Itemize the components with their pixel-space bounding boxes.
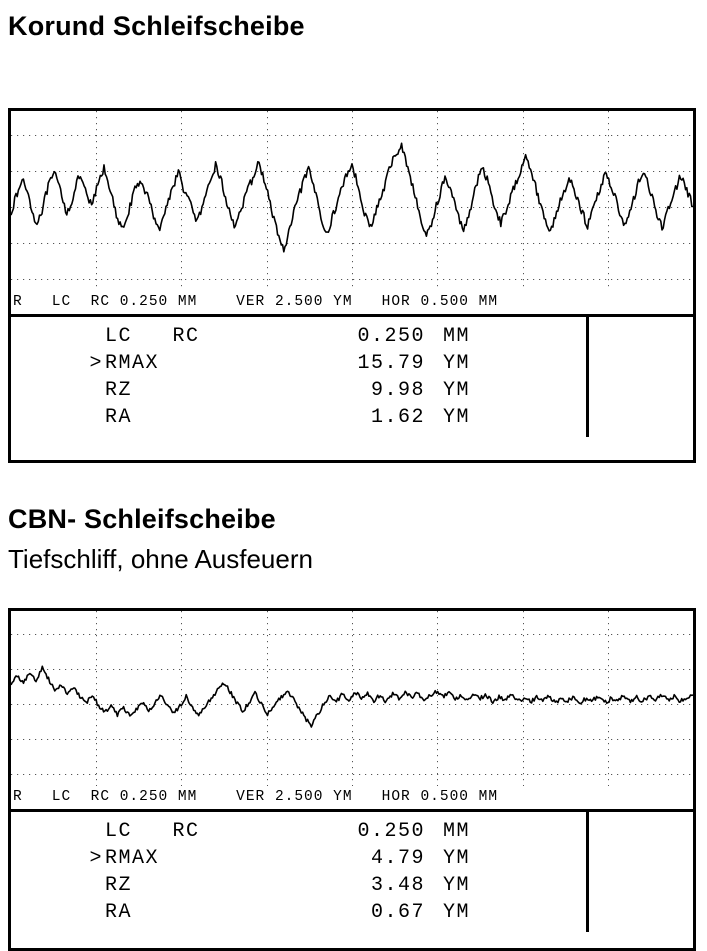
row-marker: > <box>89 847 103 870</box>
row-unit: YM <box>443 352 471 375</box>
parameter-table-left-cbn <box>11 812 589 932</box>
row-label: LC RC <box>105 820 200 843</box>
table-row <box>11 350 586 377</box>
parameter-table-cbn <box>11 812 693 932</box>
row-unit: YM <box>443 847 471 870</box>
table-row <box>11 404 586 431</box>
row-value: 0.250 <box>357 325 425 348</box>
row-marker <box>11 872 105 899</box>
row-unit: YM <box>443 379 471 402</box>
row-label: RZ <box>105 874 133 897</box>
row-unit: MM <box>443 325 471 348</box>
row-unit: YM <box>443 901 471 924</box>
page-subtitle-cbn: Tiefschliff, ohne Ausfeuern <box>8 544 313 574</box>
table-row <box>11 845 586 872</box>
table-row <box>11 323 586 350</box>
measurement-block-cbn <box>8 608 696 951</box>
row-marker <box>11 404 105 431</box>
settings-line-korund: R LC RC 0.250 MM VER 2.500 YM HOR 0.500 MM <box>11 291 693 317</box>
table-row <box>11 377 586 404</box>
row-unit: YM <box>443 406 471 429</box>
parameter-table-right-cbn <box>589 812 693 932</box>
trace-svg-korund <box>11 111 693 291</box>
row-marker: > <box>89 352 103 375</box>
settings-line-cbn: R LC RC 0.250 MM VER 2.500 YM HOR 0.500 MM <box>11 786 693 812</box>
row-marker <box>11 818 105 845</box>
parameter-table-korund <box>11 317 693 437</box>
row-value: 9.98 <box>370 379 425 402</box>
row-unit: YM <box>443 874 471 897</box>
row-value: 3.48 <box>370 874 425 897</box>
row-value: 0.250 <box>357 820 425 843</box>
grid-dots-cbn <box>11 611 693 786</box>
roughness-trace-cbn <box>11 611 693 786</box>
table-row <box>11 818 586 845</box>
row-marker <box>11 377 105 404</box>
row-value: 1.62 <box>370 406 425 429</box>
row-label: RZ <box>105 379 133 402</box>
page-title-korund: Korund Schleifscheibe <box>8 11 305 41</box>
measurement-block-korund <box>8 108 696 463</box>
row-marker <box>11 323 105 350</box>
row-value: 0.67 <box>370 901 425 924</box>
row-unit: MM <box>443 820 471 843</box>
row-marker <box>11 899 105 926</box>
row-label: RMAX <box>105 352 160 375</box>
row-label: RMAX <box>105 847 160 870</box>
page-title-cbn: CBN- Schleifscheibe <box>8 504 276 534</box>
row-label: RA <box>105 406 133 429</box>
roughness-trace-korund <box>11 111 693 291</box>
parameter-table-right-korund <box>589 317 693 437</box>
parameter-table-left-korund <box>11 317 589 437</box>
row-label: LC RC <box>105 325 200 348</box>
table-row <box>11 872 586 899</box>
row-value: 4.79 <box>370 847 425 870</box>
row-value: 15.79 <box>357 352 425 375</box>
table-row <box>11 899 586 926</box>
trace-svg-cbn <box>11 611 693 786</box>
row-label: RA <box>105 901 133 924</box>
